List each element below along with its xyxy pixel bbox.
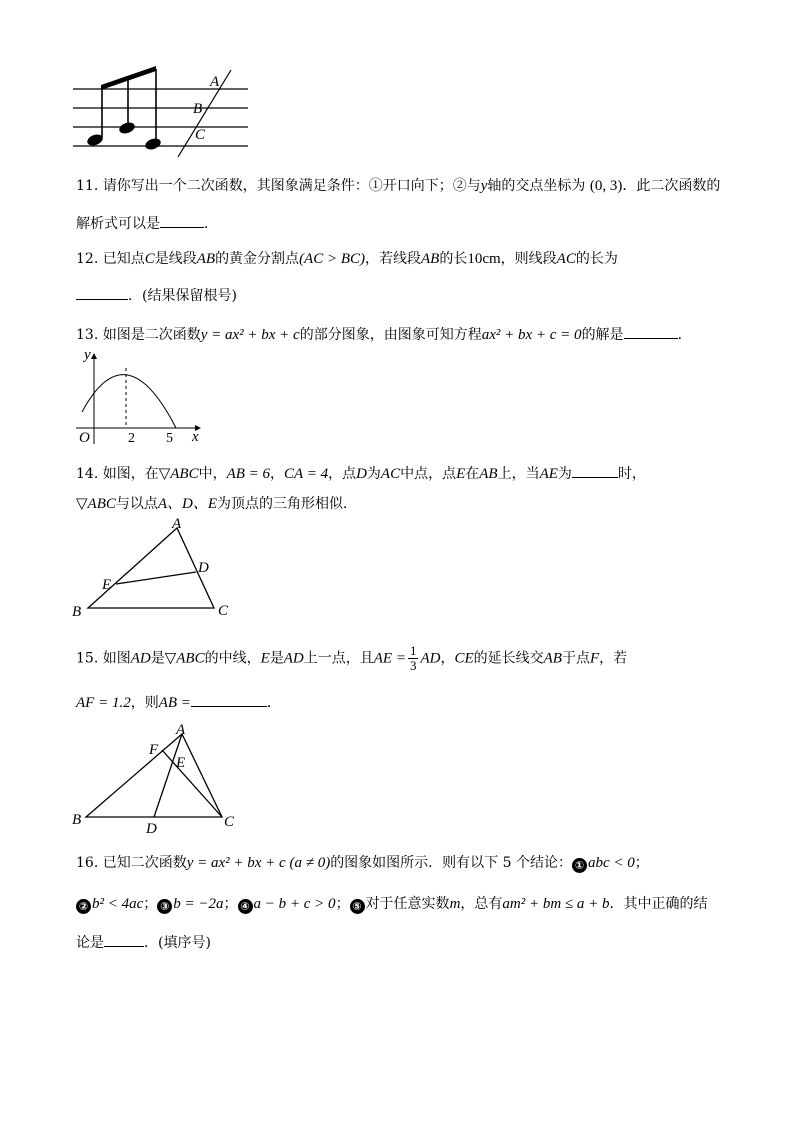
conclusion-1-marker: ①: [572, 858, 587, 873]
q11-line2: 解析式可以是 ．: [76, 213, 218, 234]
q15-label-c: C: [224, 814, 235, 830]
q12-line2: ．(结果保留根号): [76, 285, 237, 306]
q14-label-b: B: [72, 604, 82, 620]
q13-x-label: x: [192, 429, 199, 445]
q15-triangle-figure: [66, 716, 246, 840]
q15-label-a: A: [176, 722, 186, 738]
q16-line1: 16. 已知二次函数y = ax² + bx + c (a ≠ 0)的图象如图所示．则有以下 5 个结论： ① abc < 0；: [76, 855, 649, 872]
conclusion-3-marker: ③: [157, 899, 172, 914]
q16-line2: ② b² < 4ac； ③ b = −2a； ④ a − b + c > 0； ⑤ 对于任意实数m，总有am² + bm ≤ a + b．其中正确的结: [76, 894, 708, 914]
q12-line1: 12. 已知点C是线段AB的黄金分割点(AC > BC)，若线段AB的长10cm，则线段AC的长为: [76, 251, 618, 267]
q15-label-b: B: [72, 812, 82, 828]
staff-label-b: B: [193, 101, 203, 117]
q14-triangle-figure: [66, 516, 236, 622]
q13-line1: 13. 如图是二次函数y = ax² + bx + c的部分图象，由图象可知方程ax² + bx + c = 0的解是 ．: [76, 324, 692, 345]
q14-label-c: C: [218, 603, 229, 619]
q15-line2: AF = 1.2，则AB = ．: [76, 692, 281, 713]
q13-answer-blank[interactable]: [624, 324, 678, 339]
q13-parabola-graph: [74, 348, 204, 446]
q14-answer-blank[interactable]: [572, 463, 618, 478]
q11-line1: 11. 请你写出一个二次函数，其图象满足条件：①开口向下；②与y轴的交点坐标为 (0, 3)．此二次函数的: [76, 178, 721, 194]
q15-fraction: $\frac{1}{3}$: [409, 643, 417, 673]
q14-label-a: A: [172, 516, 182, 532]
staff-label-a: A: [210, 74, 220, 90]
q13-tick-2: 2: [128, 431, 135, 446]
staff-label-c: C: [195, 127, 206, 143]
q15-line1: 15. 如图AD是▽ABC的中线，E是AD上一点，且AE = $\frac{1}{3}$ AD，CE的延长线交AB于点F，若: [76, 643, 628, 673]
q13-y-label: y: [84, 348, 91, 363]
q14-label-d: D: [198, 560, 209, 576]
q12-answer-blank[interactable]: [76, 285, 128, 300]
q13-tick-5: 5: [166, 431, 173, 446]
q11-answer-blank[interactable]: [160, 213, 204, 228]
q16-line3: 论是 ．(填序号): [76, 932, 211, 953]
q14-line2: ▽ABC与以点A、D、E为顶点的三角形相似．: [76, 496, 358, 512]
q15-label-f: F: [149, 742, 159, 758]
conclusion-2-marker: ②: [76, 899, 91, 914]
conclusion-4-marker: ④: [238, 899, 253, 914]
staff-figure: [70, 60, 250, 160]
q16-answer-blank[interactable]: [104, 932, 144, 947]
q14-label-e: E: [102, 577, 112, 593]
q13-origin-label: O: [79, 430, 90, 446]
q11-point: (0, 3): [589, 178, 623, 194]
q15-answer-blank[interactable]: [191, 692, 267, 707]
conclusion-5-marker: ⑤: [350, 899, 365, 914]
q15-label-d: D: [146, 821, 157, 837]
q15-label-e: E: [176, 755, 186, 771]
q14-line1: 14. 如图，在▽ABC中，AB = 6，CA = 4，点D为AC中点，点E在AB上，当AE为 时，: [76, 463, 646, 484]
